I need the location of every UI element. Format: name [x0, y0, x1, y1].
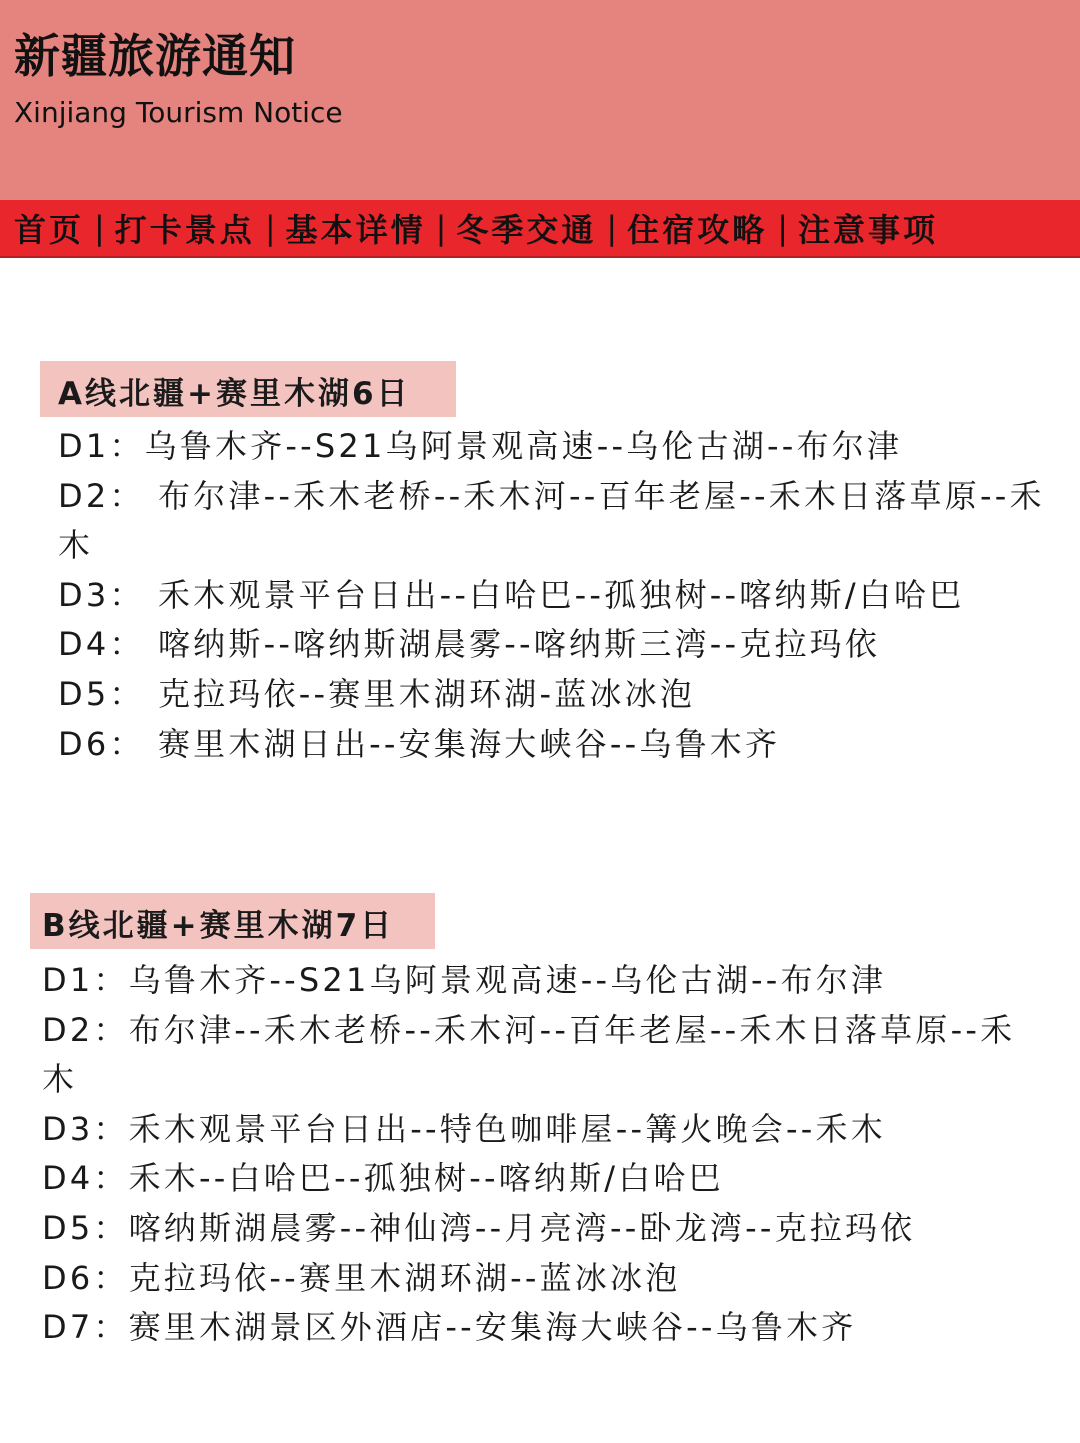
day-label: D3： [58, 575, 145, 614]
itinerary-line [42, 1154, 1042, 1204]
day-label: D3： [42, 1109, 129, 1148]
day-route: 禾木观景平台日出--白哈巴--孤独树--喀纳斯/白哈巴 [144, 575, 965, 614]
day-route: 乌鲁木齐--S21乌阿景观高速--乌伦古湖--布尔津 [128, 961, 887, 999]
header-banner [0, 0, 1080, 200]
nav-item-winter-transport[interactable]: 冬季交通 [456, 211, 597, 249]
nav-item-accommodation[interactable]: 住宿攻略 [627, 211, 768, 249]
day-label: D7： [42, 1308, 129, 1347]
nav-separator: | [264, 209, 276, 247]
nav-item-attractions[interactable]: 打卡景点 [114, 211, 255, 249]
day-label: D5： [58, 674, 145, 713]
nav-separator: | [435, 209, 447, 247]
day-route: 布尔津--禾木老桥--禾木河--百年老屋--禾木日落草原--禾木 [58, 476, 1045, 565]
nav-bar [0, 200, 1080, 258]
day-route: 喀纳斯--喀纳斯湖晨雾--喀纳斯三湾--克拉玛依 [144, 625, 881, 664]
itinerary-line [58, 472, 1058, 571]
day-label: D1： [42, 961, 129, 999]
itinerary-line [42, 1254, 1042, 1304]
itinerary-line [42, 1204, 1042, 1254]
day-route: 赛里木湖日出--安集海大峡谷--乌鲁木齐 [144, 724, 781, 763]
nav-item-notes[interactable]: 注意事项 [797, 211, 938, 249]
nav-separator: | [94, 209, 105, 247]
itinerary-line [42, 1303, 1042, 1353]
nav-item-details[interactable]: 基本详情 [285, 211, 426, 249]
route-b-title: B线北疆+赛里木湖7日 [30, 893, 435, 949]
itinerary-line [58, 571, 1058, 621]
day-label: D2： [42, 1010, 129, 1049]
route-a-title: A线北疆+赛里木湖6日 [40, 361, 456, 417]
itinerary-line [42, 1105, 1042, 1155]
day-route: 喀纳斯湖晨雾--神仙湾--月亮湾--卧龙湾--克拉玛依 [128, 1208, 916, 1247]
day-route: 禾木观景平台日出--特色咖啡屋--篝火晚会--禾木 [128, 1109, 886, 1148]
route-b-itinerary [42, 956, 1042, 1353]
itinerary-line [42, 1006, 1042, 1105]
itinerary-line [58, 620, 1058, 670]
day-route: 克拉玛依--赛里木湖环湖--蓝冰冰泡 [128, 1258, 681, 1297]
day-route: 禾木--白哈巴--孤独树--喀纳斯/白哈巴 [128, 1159, 724, 1198]
day-label: D4： [58, 625, 145, 664]
day-label: D2： [58, 476, 145, 515]
day-label: D6： [58, 724, 145, 763]
nav-item-home[interactable]: 首页 [14, 211, 85, 249]
itinerary-line [58, 422, 1058, 472]
day-route: 赛里木湖景区外酒店--安集海大峡谷--乌鲁木齐 [128, 1308, 857, 1347]
day-label: D6： [42, 1258, 129, 1297]
day-route: 布尔津--禾木老桥--禾木河--百年老屋--禾木日落草原--禾木 [42, 1010, 1016, 1099]
day-label: D5： [42, 1208, 129, 1247]
route-a-itinerary [58, 422, 1058, 769]
nav-separator: | [777, 209, 788, 247]
page-title: 新疆旅游通知 [14, 29, 296, 83]
day-route: 克拉玛依--赛里木湖环湖-蓝冰冰泡 [144, 674, 696, 713]
itinerary-line [58, 720, 1058, 770]
nav-separator: | [606, 209, 618, 247]
itinerary-line [42, 956, 1042, 1006]
day-route: 乌鲁木齐--S21乌阿景观高速--乌伦古湖--布尔津 [144, 427, 903, 465]
day-label: D4： [42, 1159, 129, 1198]
itinerary-line [58, 670, 1058, 720]
page-subtitle: Xinjiang Tourism Notice [14, 96, 343, 129]
day-label: D1： [58, 427, 145, 465]
